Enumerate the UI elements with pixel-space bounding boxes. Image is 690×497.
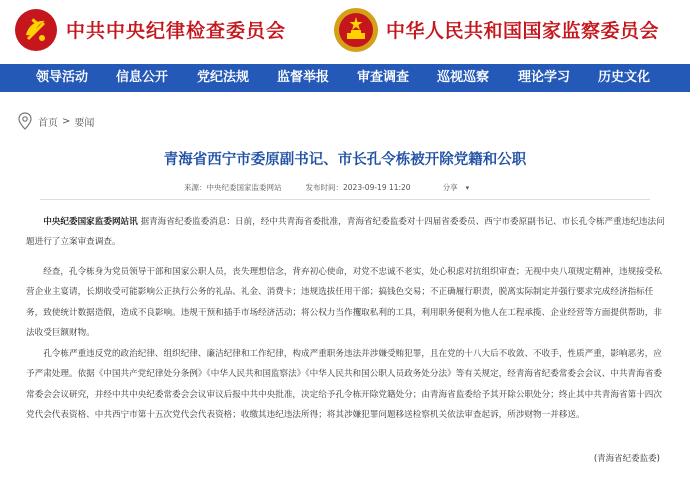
nav-item-report[interactable]: 监督举报 — [277, 70, 330, 85]
paragraph-body: 据青海省纪委监委消息：日前，经中共青海省委批准，青海省纪委监委对十四届省委委员、西宁市委原副书记、市长孔令栋严重违纪违法问题进行了立案审查调查。 — [26, 217, 665, 248]
divider — [40, 199, 650, 200]
site-header — [0, 0, 690, 64]
nav-item-info[interactable]: 信息公开 — [116, 70, 169, 85]
article-publish-time: 发布时间：2023-09-19 11:20 — [305, 183, 411, 192]
supervision-commission-title: 中华人民共和国国家监察委员会 — [386, 20, 660, 42]
main-nav — [0, 64, 690, 92]
nav-item-regulations[interactable]: 党纪法规 — [197, 70, 250, 85]
breadcrumb-current-link[interactable]: 要闻 — [74, 117, 95, 129]
party-emblem-icon — [14, 8, 58, 52]
article-source: 来源：中央纪委国家监委网站 — [184, 183, 282, 192]
article-signature: (青海省纪委监委) — [593, 454, 660, 464]
nav-item-history[interactable]: 历史文化 — [598, 70, 651, 85]
article-title: 青海省西宁市委原副书记、市长孔令栋被开除党籍和公职 — [163, 151, 527, 168]
article-meta — [184, 182, 473, 193]
breadcrumb — [18, 112, 94, 130]
nav-item-inspection[interactable]: 巡视巡察 — [437, 70, 490, 85]
nav-item-investigation[interactable]: 审查调查 — [357, 70, 410, 85]
share-button[interactable] — [443, 182, 474, 193]
article-paragraph-3: 孔令栋严重违反党的政治纪律、组织纪律、廉洁纪律和工作纪律，构成严重职务违法并涉嫌受贿犯罪，且在党的十八大后不收敛、不收手，性质严重，影响恶劣，应予严肃处理。依据《中国共产党纪律处分条例》《中华人民共和国监察法》《中华人民共和国公职人员政务处分法》等有关规定，经青海省纪委常委会会议、中共青海省委常委会会议研究，并经中共中央纪委常委会会议审议后报中共中央批准，决定给予孔令栋开除党籍处分；由青海省监委给予其开除公职处分；终止其中共青海省第十四次党代会代表资格、中共西宁市第十五次党代会代表资格；收缴其违纪违法所得；将其涉嫌犯罪问题移送检察机关依法审查起诉，所涉财物一并移送。 — [26, 349, 662, 420]
commission-title: 中共中央纪律检查委员会 — [66, 20, 287, 42]
article-paragraph-2: 经查，孔令栋身为党员领导干部和国家公职人员，丧失理想信念，背弃初心使命，对党不忠诚不老实，处心积虑对抗组织审查；无视中央八项规定精神，违规接受私营企业主宴请，长期收受可能影响公正执行公务的礼品、礼金、消费卡；违规选拔任用干部；搞钱色交易；不正确履行职责，脱离实际制定并强行要求完成经济指标任务，致使统计数据造假，造成不良影响。违规干预和插手市场经济活动；将公权力当作攫取私利的工具，利用职务便利为他人在工程承揽、企业经营等方面提供帮助，非法收受巨额财物。 — [26, 267, 662, 338]
breadcrumb-separator: > — [62, 115, 71, 127]
article-paragraph-1 — [26, 212, 666, 253]
share-label: 分享 — [442, 183, 458, 192]
location-pin-icon — [18, 112, 32, 130]
nav-item-theory[interactable]: 理论学习 — [518, 70, 571, 85]
nav-item-leadership[interactable]: 领导活动 — [36, 70, 89, 85]
caret-down-icon: ▾ — [465, 183, 470, 192]
national-emblem-icon — [332, 6, 380, 54]
breadcrumb-home-link[interactable]: 首页 — [38, 117, 58, 129]
paragraph-lead: 中央纪委国家监委网站讯 — [43, 217, 138, 227]
